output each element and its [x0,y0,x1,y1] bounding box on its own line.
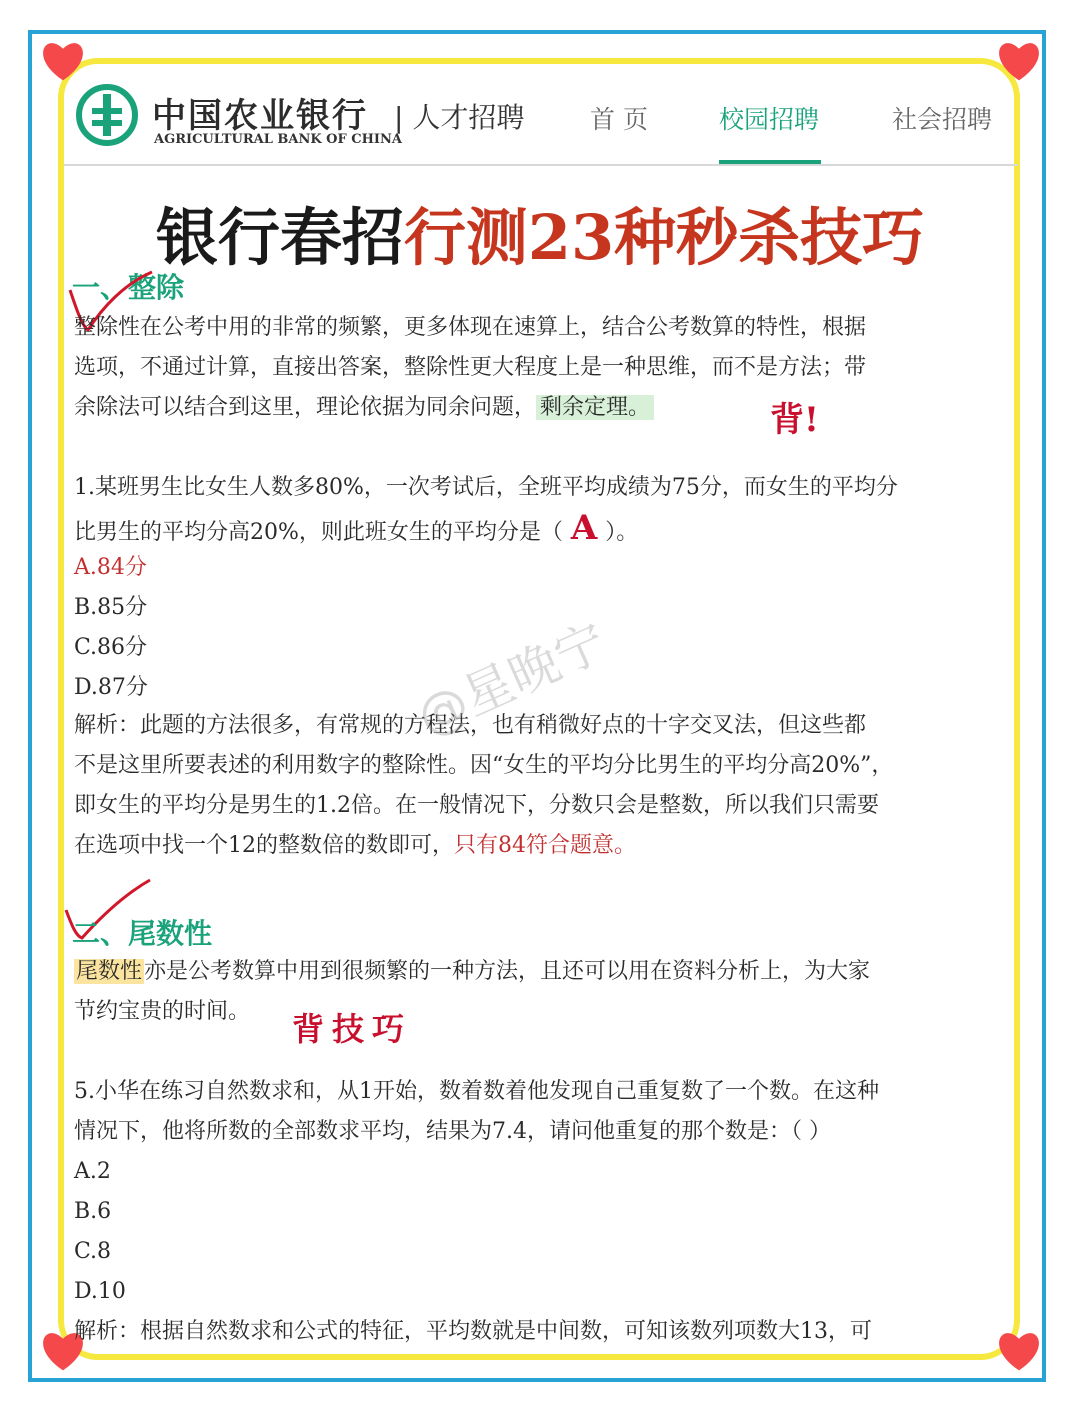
analysis-line: 解析：此题的方法很多，有常规的方程法，也有稍微好点的十字交叉法，但这些都 [74,713,867,738]
option-d: D.87分 [74,675,148,700]
abc-logo-icon[interactable] [76,84,138,146]
question-line: 情况下，他将所数的全部数求平均，结果为7.4，请问他重复的那个数是：（ ） [74,1119,831,1144]
section-heading-divisibility: 一、整除 [72,271,185,304]
handwritten-answer: A [570,508,598,548]
analysis-line: 解析：根据自然数求和公式的特征，平均数就是中间数，可知该数列项数大13，可 [74,1319,872,1344]
analysis-line: 不是这里所要表述的利用数字的整除性。因“女生的平均分比男生的平均分高20%”， [74,753,894,778]
question-line: 5.小华在练习自然数求和，从1开始，数着数着他发现自己重复数了一个数。在这种 [74,1079,879,1104]
heart-icon [996,1330,1042,1372]
highlight-tail-digit: 尾数性 [76,959,143,984]
paragraph-text: 余除法可以结合到这里，理论依据为同余问题， [74,395,537,420]
handwritten-note: 背技巧 [292,1010,413,1048]
nav-social-recruit[interactable]: 社会招聘 [892,105,993,134]
option-a-correct: A.84分 [74,555,147,580]
option-c: C.8 [74,1239,112,1264]
brand-name: 中国农业银行 [152,96,368,136]
paragraph-text: 亦是公考数算中用到很频繁的一种方法，且还可以用在资料分析上，为大家 [144,959,871,984]
option-b: B.6 [74,1199,112,1224]
title-part-black: 银行春招 [155,201,404,274]
question-text: 比男生的平均分高20%，则此班女生的平均分是（ [74,520,563,545]
question-line [74,508,638,553]
option-d: D.10 [74,1279,126,1304]
watermark: @星晚宁 [408,612,615,747]
page-title [0,188,1080,277]
header-divider [64,164,1018,166]
brand-subtitle: | 人才招聘 [394,101,525,134]
option-a: A.2 [74,1159,111,1184]
brand-name-english: AGRICULTURAL BANK OF CHINA [154,132,402,147]
title-part-red: 行测23种秒杀技巧 [403,201,925,274]
highlight-remainder-theorem: 剩余定理。 [536,395,654,420]
analysis-text: 在选项中找一个12的整数倍的数即可， [74,833,454,858]
paragraph-line: 选项，不通过计算，直接出答案，整除性更大程度上是一种思维，而不是方法；带 [74,355,867,380]
paragraph-line: 整除性在公考中用的非常的频繁，更多体现在速算上，结合公考数算的特性，根据 [74,315,867,340]
option-c: C.86分 [74,635,148,660]
analysis-conclusion: 只有84符合题意。 [454,833,636,858]
question-text-end: ）。 [605,520,639,545]
paragraph-line: 节约宝贵的时间。 [74,999,251,1024]
paragraph-line [74,952,870,992]
option-b: B.85分 [74,595,148,620]
analysis-line [74,826,636,866]
question-line: 1.某班男生比女生人数多80%，一次考试后，全班平均成绩为75分，而女生的平均分 [74,475,898,500]
section-heading-tail-digit: 二、尾数性 [72,917,213,950]
site-header [64,70,1014,166]
paragraph-line [74,388,654,428]
nav-campus-recruit[interactable]: 校园招聘 [719,105,820,134]
nav-home[interactable]: 首 页 [590,105,648,134]
handwritten-note: 背! [770,400,819,440]
analysis-line: 即女生的平均分是男生的1.2倍。在一般情况下，分数只会是整数，所以我们只需要 [74,793,879,818]
